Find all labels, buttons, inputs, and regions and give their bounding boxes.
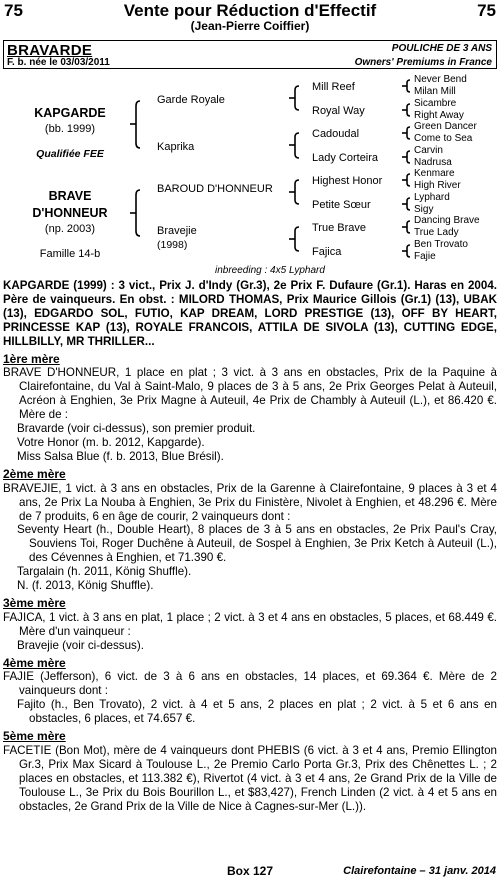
sire-info: (bb. 1999) [44, 123, 96, 135]
inbreeding-note: inbreeding : 4x5 Lyphard [215, 265, 325, 276]
produce-2: Votre Honor (m. b. 2012, Kapgarde). [17, 435, 205, 449]
horse-name-box [3, 40, 497, 69]
ped-gen3-7: True Brave [312, 222, 367, 234]
section-second-dam: 2ème mère [3, 466, 66, 481]
catalogue-header [0, 0, 500, 34]
ped-gen4-15: Ben Trovato [414, 239, 468, 250]
dam-dam: Bravejie [157, 225, 197, 237]
pedigree-chart [0, 72, 500, 277]
third-dam-produce-1: Bravejie (voir ci-dessus). [17, 638, 144, 652]
dam-name-line2: D'HONNEUR [32, 206, 108, 220]
third-dam-record: FAJICA, 1 vict. à 3 ans en plat, 1 place ; 2 vict. à 3 et 4 ans en obstacles, 5 places, et 68.449 €. Mère d'un vainqueur : [3, 610, 497, 638]
fourth-dam-record: FAJIE (Jefferson), 6 vict. de 3 à 6 ans en obstacles, 14 places, et 69.364 €. Mère de 2 vainqueurs dont : [3, 670, 497, 698]
fourth-dam-produce-1: Fajito (h., Ben Trovato), 2 vict. à 4 et 5 ans, 2 places en plat ; 2 vict. à 5 et 6 ans en obstacles, 6 places, et 74.657 €. [17, 698, 497, 726]
section-third-dam: 3ème mère [3, 595, 66, 610]
second-dam-record: BRAVEJIE, 1 vict. à 3 ans en obstacles, Prix de la Garenne à Clairefontaine, 9 places à 3 et 4 ans, 2e Prix La Nouba à Enghien, 3e Prix du Finistère, Nivolet à Enghien, et 48.296 €. Mère de 7 produits, 6 en âge de courir, 2 vainqueurs dont : [3, 481, 497, 523]
ped-gen4-9: Kenmare [414, 168, 455, 179]
first-dam-record: BRAVE D'HONNEUR, 1 place en plat ; 3 vict. à 3 ans en obstacles, Prix de la Paquine à Clairefontaine, du Val à Saint-Malo, 9 places de 3 à 5 ans, 2e Prix Georges Pelat à Auteuil, Acréon à Enghien, 3e Prix Magne à Auteuil, 4e Prix de Chambly à Auteuil (L.), et 86.420 €. Mère de : [3, 366, 497, 422]
dam-info: (np. 2003) [44, 223, 96, 235]
ped-gen3-6: Petite Sœur [312, 199, 371, 211]
ped-gen4-2: Milan Mill [414, 86, 456, 97]
sale-title: Vente pour Réduction d'Effectif [123, 1, 377, 20]
ped-gen4-8: Nadrusa [414, 157, 452, 168]
catalogue-text [3, 279, 497, 814]
horse-name: BRAVARDE [7, 42, 93, 59]
first-dam-entry [3, 366, 497, 422]
ped-gen4-6: Come to Sea [414, 133, 473, 144]
ped-gen3-3: Cadoudal [312, 128, 360, 140]
ped-gen4-11: Lyphard [414, 192, 450, 203]
horse-sex-age: POULICHE DE 3 ANS [391, 43, 492, 54]
dam-sire: BAROUD D'HONNEUR [157, 183, 273, 195]
third-dam-entry [3, 611, 497, 639]
section-fourth-dam: 4ème mère [3, 655, 66, 670]
section-fifth-dam: 5ème mère [3, 729, 66, 744]
ped-gen4-3: Sicambre [414, 98, 457, 109]
ped-gen4-16: Fajie [414, 251, 436, 262]
ped-gen4-10: High River [414, 180, 461, 191]
ped-gen4-12: Sigy [414, 204, 434, 215]
lot-number-right: 75 [477, 1, 496, 20]
fourth-dam-entry [3, 670, 497, 698]
produce-1: Bravarde (voir ci-dessus), son premier produit. [17, 422, 256, 436]
fifth-dam-record: FACETIE (Bon Mot), mère de 4 vainqueurs dont PHEBIS (6 vict. à 3 et 4 ans, Premio Ellington Gr.3, Prix Max Sicard à Toulouse L., 2e Premio Carlo Porta Gr.3, Prix des Chênettes L. ; 2 places en obstacles, et 113.382 €), Rivertot (4 vict. à 3 et 4 ans, 2e Grand Prix de la Ville de Toulouse L., 3e Prix du Bois Bourillon L., et $83,427), French Linden (2 vict. à 4 et 5 ans en obstacles, 2e Grand Prix de la Ville de Nice à Cagnes-sur-Mer (L.)). [3, 744, 497, 813]
sire-sire: Garde Royale [157, 94, 225, 106]
sire-performance: KAPGARDE (1999) : 3 vict., Prix J. d'Indy (Gr.3), 2e Prix F. Dufaure (Gr.1). Haras en 2004. Père de vainqueurs. En obst. : MILORD THOMAS, Prix Maurice Gillois (Gr.1) (13), UBAK (13), EDGARDO SOL, FUTIO, KAP DREAM, LORD PRESTIGE (13), OFF BY HEART, PRINCESSE KAP (13), ROYALE FRANCOIS, ATTILA DE SIVOLA (13), CUTTING EDGE, HILLBILLY, MR THRILLER... [3, 279, 497, 348]
ped-gen4-7: Carvin [414, 145, 443, 156]
ped-gen4-4: Right Away [414, 110, 464, 121]
sire-dam: Kaprika [157, 141, 195, 153]
dam-dam-year: (1998) [157, 239, 188, 251]
sire-name: KAPGARDE [34, 106, 106, 120]
horse-birth: F. b. née le 03/03/2011 [7, 57, 110, 68]
owners-premiums: Owners' Premiums in France [354, 57, 492, 68]
second-dam-produce-2: Targalain (h. 2011, König Shuffle). [17, 565, 192, 579]
dam-family: Famille 14-b [39, 248, 101, 260]
ped-gen4-5: Green Dancer [414, 121, 477, 132]
ped-gen4-13: Dancing Brave [414, 215, 480, 226]
produce-3: Miss Salsa Blue (f. b. 2013, Blue Brésil). [17, 449, 224, 463]
section-first-dam: 1ère mère [3, 351, 60, 366]
lot-number-left: 75 [4, 1, 23, 20]
venue-date: Clairefontaine – 31 janv. 2014 [343, 865, 496, 877]
ped-gen3-4: Lady Corteira [312, 152, 379, 164]
second-dam-produce-3: N. (f. 2013, König Shuffle). [17, 579, 154, 593]
page-footer [0, 864, 500, 880]
ped-gen4-1: Never Bend [414, 74, 467, 85]
second-dam-produce-1: Seventy Heart (h., Double Heart), 8 places de 3 à 5 ans en obstacles, 2e Prix Paul's Cray, Souviens Toi, Roger Duchêne à Auteuil, de Sospel à Enghien, 3e Prix Ketch à Auteuil (L.), des Cévennes à Enghien, et 71.390 €. [17, 523, 497, 565]
box-number: Box 127 [226, 864, 274, 878]
ped-gen3-1: Mill Reef [312, 81, 355, 93]
second-dam-entry [3, 482, 497, 524]
ped-gen3-2: Royal Way [312, 105, 365, 117]
ped-gen4-14: True Lady [414, 227, 459, 238]
sire-qualification: Qualifiée FEE [36, 148, 104, 160]
dam-name-line1: BRAVE [48, 189, 92, 203]
seller-name: (Jean-Pierre Coiffier) [190, 19, 310, 33]
ped-gen3-5: Highest Honor [312, 175, 383, 187]
fifth-dam-entry [3, 744, 497, 814]
ped-gen3-8: Fajica [312, 246, 342, 258]
